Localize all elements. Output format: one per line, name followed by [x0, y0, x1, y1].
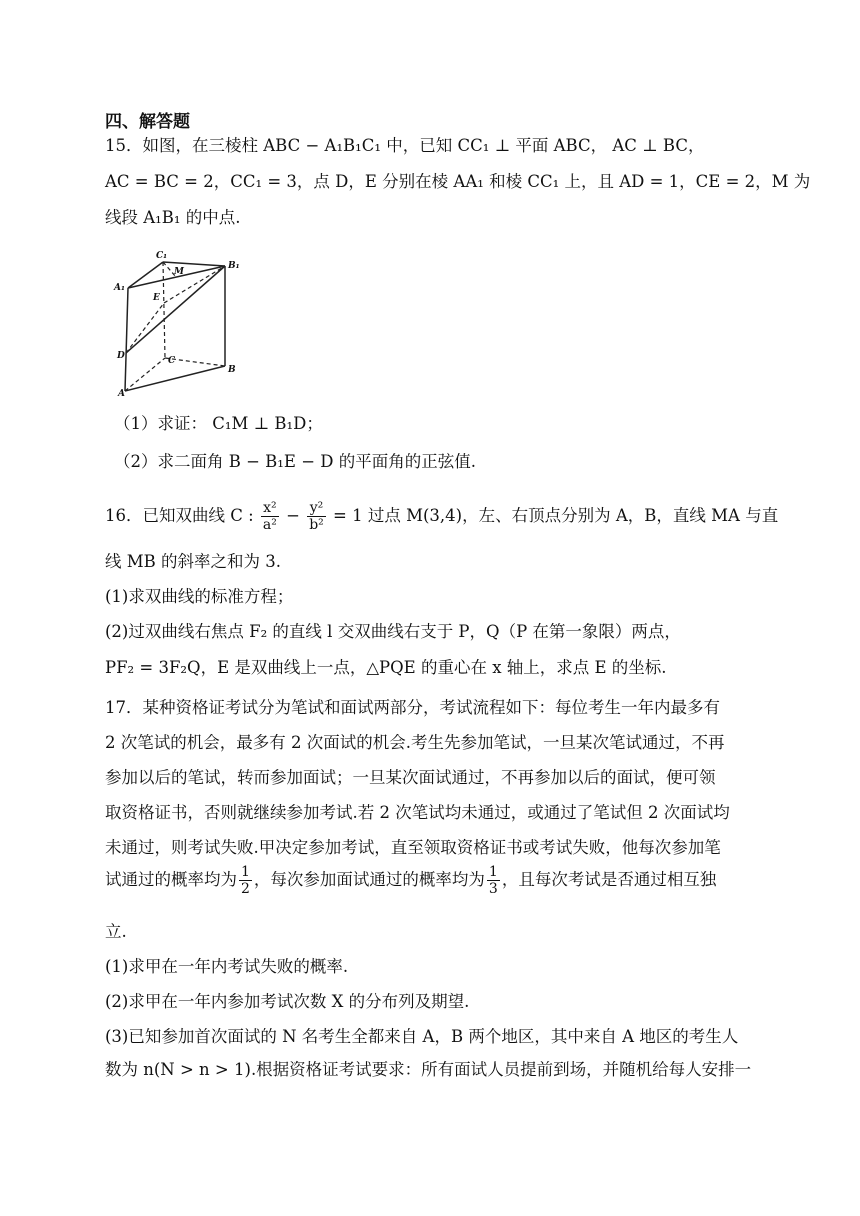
q17-line1: 17．某种资格证考试分为笔试和面试两部分，考试流程如下：每位考生一年内最多有 [105, 698, 720, 717]
q16-line2: 线 MB 的斜率之和为 3. [105, 552, 281, 571]
q16-part1: (1)求双曲线的标准方程； [105, 587, 294, 606]
prism-figure [110, 248, 250, 398]
edge-aa1 [125, 288, 128, 391]
q16-part2b: PF₂ = 3F₂Q，E 是双曲线上一点，△PQE 的重心在 x 轴上，求点 E 的坐标. [105, 658, 667, 677]
q17-frac-half: $\frac{1}{2}$ [241, 864, 250, 897]
q17-line2: 2 次笔试的机会，最多有 2 次面试的机会.考生先参加笔试，一旦某次笔试通过，不再 [105, 733, 725, 752]
label-c: C [168, 356, 176, 366]
segment-de [126, 303, 164, 353]
label-m: M [174, 267, 184, 277]
q17-part1: (1)求甲在一年内考试失败的概率. [105, 957, 349, 976]
q17-frac-third: $\frac{1}{3}$ [488, 864, 498, 897]
q17-part3a: (3)已知参加首次面试的 N 名考生全都来自 A，B 两个地区，其中来自 A 地区的考生人 [105, 1027, 739, 1046]
label-d: D [117, 351, 125, 361]
q15-part1: （1）求证： C₁M ⊥ B₁D； [114, 414, 323, 433]
q16-prefix: 16．已知双曲线 C : [105, 506, 259, 525]
q17-line3: 参加以后的笔试，转而参加面试；一旦某次面试通过，不再参加以后的面试，便可领 [105, 768, 716, 787]
q15-line1: 15．如图，在三棱柱 ABC − A₁B₁C₁ 中，已知 CC₁ ⊥ 平面 ABC， AC ⊥ BC， [105, 136, 705, 155]
q15-part2: （2）求二面角 B − B₁E − D 的平面角的正弦值. [114, 452, 477, 471]
q17-line7: 立. [105, 922, 127, 941]
label-e: E [153, 293, 160, 303]
label-a: A [118, 389, 125, 398]
label-a1: A₁ [114, 283, 125, 293]
q17-part2: (2)求甲在一年内参加考试次数 X 的分布列及期望. [105, 992, 470, 1011]
edge-c1b1 [163, 262, 225, 266]
q15-line2: AC = BC = 2，CC₁ = 3，点 D，E 分别在棱 AA₁ 和棱 CC₁ 上，且 AD = 1，CE = 2，M 为 [105, 172, 811, 191]
label-b1: B₁ [228, 261, 240, 271]
q16-suffix: = 1 过点 M(3,4)，左、右顶点分别为 A，B，直线 MA 与直 [327, 506, 779, 525]
q17-line5: 未通过，则考试失败.甲决定参加考试，直至领取资格证书或考试失败，他每次参加笔 [105, 838, 721, 857]
edge-ab [125, 366, 225, 391]
q16-part2: (2)过双曲线右焦点 F₂ 的直线 l 交双曲线右支于 P，Q（P 在第一象限）两点， [105, 622, 681, 641]
q16-frac-x: $\frac{\text{x²}}{\text{a²}}$ [262, 500, 277, 533]
q16-line1: 16．已知双曲线 C : $\frac{\text{x²}}{\text{a²}}$ − $\frac{\text{y²}}{\text{b²}}$ = 1 过点 M(3,4)，左、右顶点分别为 A，B，直线 MA 与直 [105, 500, 779, 533]
label-c1: C₁ [156, 251, 168, 261]
section-heading: 四、解答题 [105, 112, 190, 132]
q17-line4: 取资格证书，否则就继续参加考试.若 2 次笔试均未通过，或通过了笔试但 2 次面试均 [105, 803, 730, 822]
q15-line3: 线段 A₁B₁ 的中点. [105, 208, 241, 227]
label-b: B [228, 365, 236, 375]
edge-cc1 [163, 262, 165, 358]
q17-part3b: 数为 n(N > n > 1).根据资格证考试要求：所有面试人员提前到场，并随机给每人安排一 [105, 1060, 752, 1079]
q16-frac-y: $\frac{\text{y²}}{\text{b²}}$ [309, 500, 324, 533]
q17-line6: 试通过的概率均为 $\frac{1}{2}$ ，每次参加面试通过的概率均为 $\frac{1}{3}$ ，且每次考试是否通过相互独 [105, 864, 717, 897]
